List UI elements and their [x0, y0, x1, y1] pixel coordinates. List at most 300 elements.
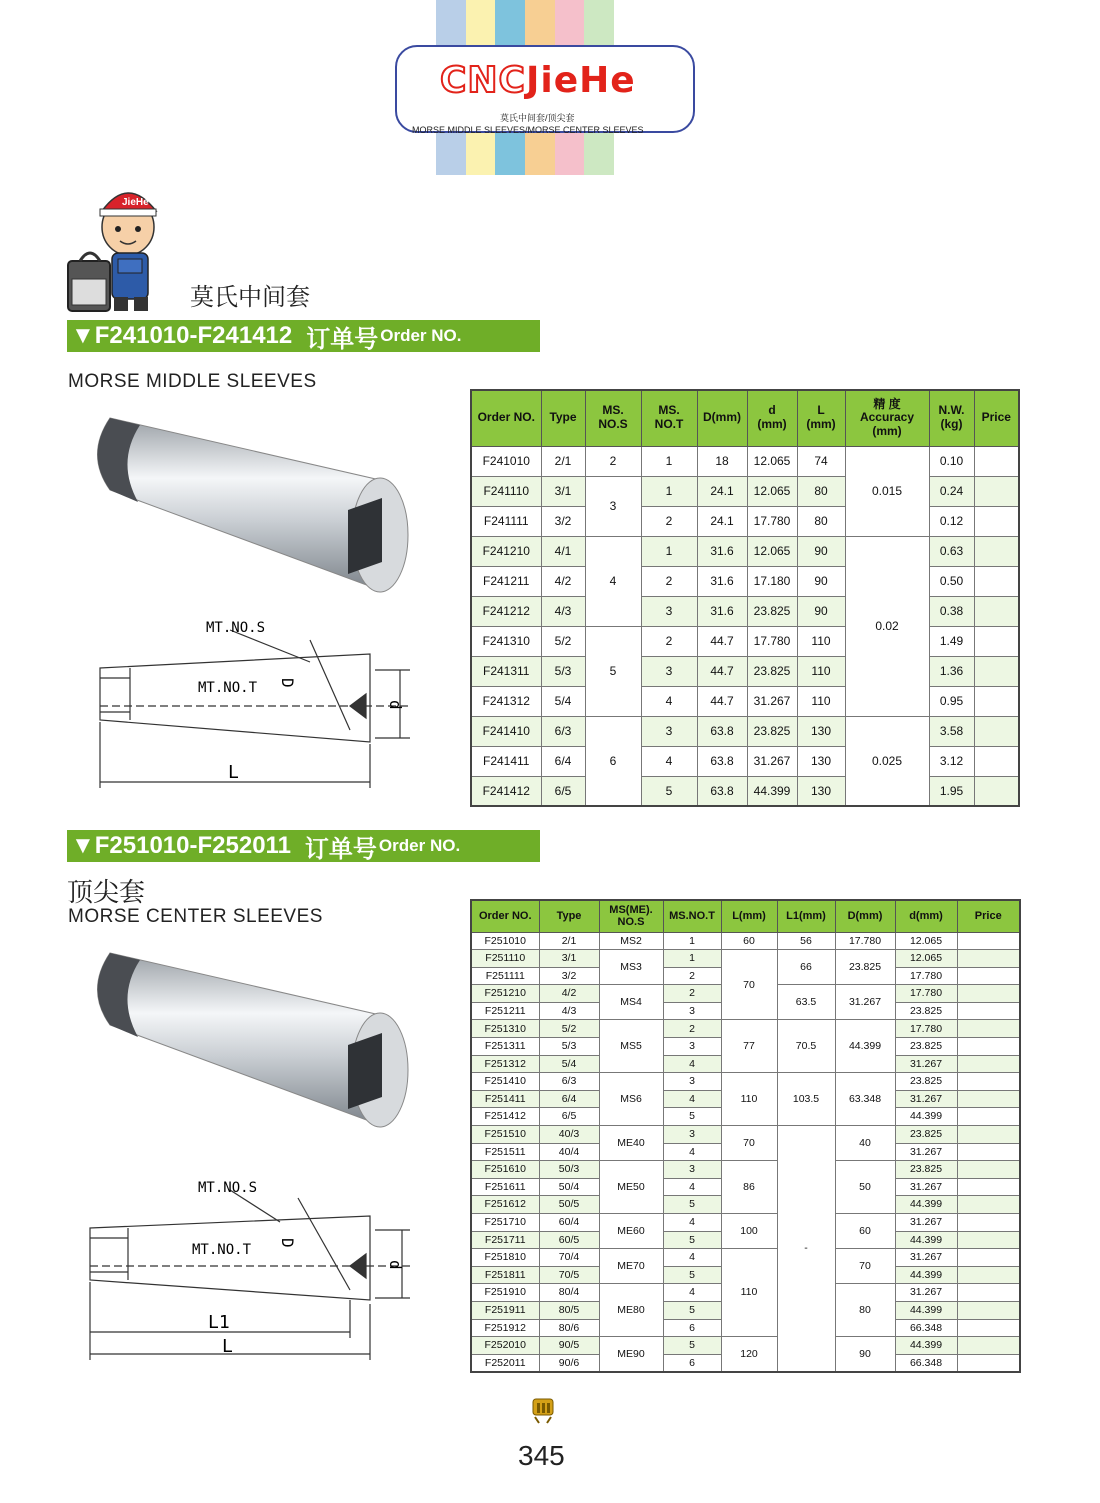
table-cell: 44.399	[895, 1231, 957, 1249]
table-cell	[957, 1266, 1020, 1284]
table-cell: 31.267	[895, 1178, 957, 1196]
table-cell: 3	[663, 1038, 721, 1056]
table-cell: 66.348	[895, 1354, 957, 1372]
table-cell: 5	[641, 776, 697, 806]
table-cell: 2	[641, 626, 697, 656]
table-cell	[974, 656, 1019, 686]
table-row	[471, 596, 1019, 626]
table-cell: 0.10	[929, 446, 974, 476]
table-cell: 12.065	[747, 446, 797, 476]
page-mascot-icon	[529, 1395, 557, 1425]
table-row	[471, 716, 1019, 746]
table-cell: 6	[663, 1319, 721, 1337]
table-cell	[957, 1214, 1020, 1232]
section1-order-cn: 订单号	[306, 324, 379, 353]
col-header: MS(ME). NO.S	[599, 900, 663, 932]
table-row	[471, 1161, 1020, 1179]
table-row	[471, 476, 1019, 506]
table-cell: 12.065	[747, 536, 797, 566]
table-cell: 90/5	[539, 1337, 599, 1355]
table-cell: 17.780	[895, 985, 957, 1003]
table-cell: 4	[641, 686, 697, 716]
table-cell: 60	[835, 1214, 895, 1249]
table-cell: 90	[797, 566, 845, 596]
section2-order-cn: 订单号	[304, 834, 377, 863]
table-cell: F241312	[471, 686, 541, 716]
center-sleeve-drawing	[70, 1170, 430, 1370]
table-cell: F251312	[471, 1055, 539, 1073]
table-cell	[957, 1354, 1020, 1372]
table-cell: 4	[641, 746, 697, 776]
table-cell: 80/4	[539, 1284, 599, 1302]
table-row	[471, 1214, 1020, 1232]
table-cell	[957, 1020, 1020, 1038]
table-cell: 5	[663, 1337, 721, 1355]
table-cell: 0.38	[929, 596, 974, 626]
table-cell: F241211	[471, 566, 541, 596]
table-cell: 31.267	[895, 1284, 957, 1302]
table-cell	[974, 776, 1019, 806]
table-cell: 3/1	[539, 950, 599, 968]
table-row	[471, 506, 1019, 536]
table-cell: 90/6	[539, 1354, 599, 1372]
table-cell: MS4	[599, 985, 663, 1020]
table-cell: 6/4	[539, 1090, 599, 1108]
table-cell	[974, 596, 1019, 626]
table-cell: 44.7	[697, 656, 747, 686]
table-cell: F251912	[471, 1319, 539, 1337]
table-cell	[957, 932, 1020, 950]
table-cell: F241310	[471, 626, 541, 656]
table-cell: F251911	[471, 1301, 539, 1319]
table-cell: 31.267	[895, 1214, 957, 1232]
table-cell: 0.015	[845, 446, 929, 536]
table-cell: 4/3	[539, 1002, 599, 1020]
table-cell: 130	[797, 716, 845, 746]
logo-brand-text: JieHe	[525, 60, 636, 101]
col-header: D(mm)	[697, 390, 747, 446]
table-cell: 4	[663, 1055, 721, 1073]
table-cell: 23.825	[895, 1038, 957, 1056]
table-cell	[957, 1073, 1020, 1091]
table-cell	[974, 746, 1019, 776]
table-cell: ME80	[599, 1284, 663, 1337]
table-cell: F251612	[471, 1196, 539, 1214]
table-cell: 4/3	[541, 596, 585, 626]
col-header: MS.NO.T	[663, 900, 721, 932]
section2-title-cn: 顶尖套	[67, 878, 146, 908]
table-cell: MS3	[599, 950, 663, 985]
table-row	[471, 536, 1019, 566]
table-row	[471, 932, 1020, 950]
table-row	[471, 776, 1019, 806]
table-cell: F251510	[471, 1126, 539, 1144]
col-header: Price	[957, 900, 1020, 932]
table-cell: 50/5	[539, 1196, 599, 1214]
drawing1-d: d	[386, 700, 405, 710]
table-cell: F251311	[471, 1038, 539, 1056]
table-row	[471, 686, 1019, 716]
table-row	[471, 746, 1019, 776]
table-cell: 63.8	[697, 716, 747, 746]
table-cell: 1	[663, 950, 721, 968]
table-cell	[957, 1301, 1020, 1319]
col-header: Order NO.	[471, 900, 539, 932]
table-cell: 23.825	[747, 596, 797, 626]
table-cell: F241311	[471, 656, 541, 686]
table-cell: ME60	[599, 1214, 663, 1249]
table-cell: F251010	[471, 932, 539, 950]
table-cell: 17.180	[747, 566, 797, 596]
table-cell: 40/3	[539, 1126, 599, 1144]
table-row	[471, 1249, 1020, 1267]
middle-sleeves-table	[470, 389, 1020, 807]
page-number: 345	[518, 1440, 565, 1471]
table-cell: 80/5	[539, 1301, 599, 1319]
table-cell: F252010	[471, 1337, 539, 1355]
table-cell: 4	[663, 1090, 721, 1108]
table-cell: 6/3	[539, 1073, 599, 1091]
table-cell: 130	[797, 746, 845, 776]
table-cell: 110	[721, 1249, 777, 1337]
table-cell: 1	[663, 932, 721, 950]
table-cell	[957, 1178, 1020, 1196]
table-cell: 5	[585, 626, 641, 716]
table-cell: 2	[663, 967, 721, 985]
col-header: MS. NO.S	[585, 390, 641, 446]
table-cell: 1.36	[929, 656, 974, 686]
table-cell: 4	[663, 1214, 721, 1232]
table-cell: 2	[663, 985, 721, 1003]
table-cell: 44.399	[835, 1020, 895, 1073]
table-cell: 63.348	[835, 1073, 895, 1126]
table-cell: 77	[721, 1020, 777, 1073]
table-cell: 4/1	[541, 536, 585, 566]
table-cell: 4	[663, 1284, 721, 1302]
table-cell: 3/1	[541, 476, 585, 506]
table-cell: 110	[797, 656, 845, 686]
table-cell: F251410	[471, 1073, 539, 1091]
table-cell: 6	[663, 1354, 721, 1372]
table-cell: 3	[663, 1002, 721, 1020]
table-cell: 44.7	[697, 626, 747, 656]
table-cell: 3	[585, 476, 641, 536]
table-cell: 23.825	[895, 1073, 957, 1091]
col-header: MS. NO.T	[641, 390, 697, 446]
table-cell: 31.6	[697, 596, 747, 626]
table-cell: 3	[641, 716, 697, 746]
table-cell: 3	[663, 1073, 721, 1091]
table-cell	[957, 1126, 1020, 1144]
table-cell: 12.065	[895, 950, 957, 968]
table-header-row	[471, 900, 1020, 932]
table-cell	[974, 626, 1019, 656]
drawing1-mt-not: MT.NO.T	[198, 680, 258, 696]
table-cell: 120	[721, 1337, 777, 1372]
table-cell: 12.065	[895, 932, 957, 950]
table-cell: F251610	[471, 1161, 539, 1179]
table-cell: 6/5	[541, 776, 585, 806]
table-cell	[974, 686, 1019, 716]
logo-cnc-text: CNC	[440, 60, 526, 101]
table-cell: 31.6	[697, 536, 747, 566]
table-cell: 31.267	[747, 686, 797, 716]
table-cell	[957, 1002, 1020, 1020]
table-cell: 80	[835, 1284, 895, 1337]
table-cell: 5	[663, 1266, 721, 1284]
drawing2-mt-not: MT.NO.T	[192, 1242, 252, 1258]
table-cell: 31.267	[747, 746, 797, 776]
middle-sleeve-drawing	[70, 610, 430, 810]
table-cell: 60/4	[539, 1214, 599, 1232]
col-header: d(mm)	[895, 900, 957, 932]
table-cell	[957, 950, 1020, 968]
table-cell: 70/5	[539, 1266, 599, 1284]
table-cell: 4	[585, 536, 641, 626]
table-cell: F251710	[471, 1214, 539, 1232]
table-cell: 31.267	[895, 1249, 957, 1267]
table-cell: 17.780	[895, 1020, 957, 1038]
table-cell: 3	[663, 1126, 721, 1144]
table-cell: F251711	[471, 1231, 539, 1249]
table-cell: 0.50	[929, 566, 974, 596]
table-cell	[957, 1038, 1020, 1056]
table-cell	[957, 1337, 1020, 1355]
middle-sleeve-photo	[80, 410, 420, 610]
table-cell: F251511	[471, 1143, 539, 1161]
table-cell: 90	[835, 1337, 895, 1372]
table-cell: 70	[835, 1249, 895, 1284]
drawing1-mt-nos: MT.NO.S	[206, 620, 266, 636]
table-cell: 31.6	[697, 566, 747, 596]
table-cell: -	[777, 1126, 835, 1372]
table-cell	[974, 716, 1019, 746]
table-cell: 5/4	[541, 686, 585, 716]
table-cell: 110	[797, 686, 845, 716]
table-cell: 1.49	[929, 626, 974, 656]
table-row	[471, 950, 1020, 968]
table-cell: 2/1	[541, 446, 585, 476]
table-cell: 5	[663, 1231, 721, 1249]
table-cell: 5/4	[539, 1055, 599, 1073]
table-cell: 0.02	[845, 536, 929, 716]
col-header: Order NO.	[471, 390, 541, 446]
table-cell: 24.1	[697, 506, 747, 536]
table-cell	[957, 1231, 1020, 1249]
section2-title-en: MORSE CENTER SLEEVES	[68, 906, 323, 927]
table-cell: 17.780	[835, 932, 895, 950]
table-cell: 110	[721, 1073, 777, 1126]
table-cell: 3/2	[541, 506, 585, 536]
table-cell	[957, 1161, 1020, 1179]
center-sleeve-photo	[80, 945, 420, 1145]
table-cell: 4	[663, 1249, 721, 1267]
table-cell: ME90	[599, 1337, 663, 1372]
table-cell: 3	[663, 1161, 721, 1179]
table-cell: F251811	[471, 1266, 539, 1284]
table-cell: 44.7	[697, 686, 747, 716]
mascot-cap-text: JieHe	[122, 197, 149, 208]
table-cell: 5/3	[541, 656, 585, 686]
table-cell: 31.267	[835, 985, 895, 1020]
table-cell: 40	[835, 1126, 895, 1161]
table-cell: 1	[641, 476, 697, 506]
table-cell: ME40	[599, 1126, 663, 1161]
table-cell: 70.5	[777, 1020, 835, 1073]
table-cell: 80	[797, 476, 845, 506]
section2-order-code: ▼F251010-F252011	[71, 832, 291, 859]
table-cell: 66.348	[895, 1319, 957, 1337]
table-cell: 23.825	[835, 950, 895, 985]
col-header: 精 度 Accuracy (mm)	[845, 390, 929, 446]
table-cell: 23.825	[747, 656, 797, 686]
table-cell: MS6	[599, 1073, 663, 1126]
table-cell: F241111	[471, 506, 541, 536]
table-cell: 31.267	[895, 1090, 957, 1108]
table-cell: 3	[641, 656, 697, 686]
table-cell: 0.63	[929, 536, 974, 566]
table-cell: 23.825	[747, 716, 797, 746]
table-cell: F251611	[471, 1178, 539, 1196]
table-cell: 31.267	[895, 1143, 957, 1161]
table-cell: 23.825	[895, 1002, 957, 1020]
table-row	[471, 1337, 1020, 1355]
table-cell: 66	[777, 950, 835, 985]
table-header-row	[471, 390, 1019, 446]
table-cell	[957, 1249, 1020, 1267]
table-cell: 12.065	[747, 476, 797, 506]
col-header: Type	[539, 900, 599, 932]
table-cell: 90	[797, 536, 845, 566]
table-cell: 23.825	[895, 1161, 957, 1179]
table-cell: 50/4	[539, 1178, 599, 1196]
table-cell	[974, 476, 1019, 506]
table-cell: F241410	[471, 716, 541, 746]
drawing2-L: L	[222, 1336, 233, 1357]
table-cell: F241212	[471, 596, 541, 626]
table-cell: 4/2	[541, 566, 585, 596]
table-cell: 50/3	[539, 1161, 599, 1179]
drawing2-D: D	[278, 1238, 297, 1248]
table-cell: 18	[697, 446, 747, 476]
table-cell: 6/4	[541, 746, 585, 776]
table-cell: 24.1	[697, 476, 747, 506]
table-cell: 6/5	[539, 1108, 599, 1126]
table-cell: 63.8	[697, 746, 747, 776]
table-cell: 40/4	[539, 1143, 599, 1161]
table-cell: 5/2	[539, 1020, 599, 1038]
table-cell: 6	[585, 716, 641, 806]
table-cell: MS5	[599, 1020, 663, 1073]
table-cell: 5/3	[539, 1038, 599, 1056]
drawing1-D: D	[278, 678, 297, 688]
table-cell: 23.825	[895, 1126, 957, 1144]
table-cell	[957, 1090, 1020, 1108]
col-header: L1(mm)	[777, 900, 835, 932]
table-cell: MS2	[599, 932, 663, 950]
table-cell: 86	[721, 1161, 777, 1214]
table-cell: F251310	[471, 1020, 539, 1038]
table-cell: 50	[835, 1161, 895, 1214]
table-cell: 70	[721, 1126, 777, 1161]
table-cell: 2	[585, 446, 641, 476]
table-cell: 6/3	[541, 716, 585, 746]
table-cell: F251810	[471, 1249, 539, 1267]
header-subtitle-en: MORSE MIDDLE SLEEVES/MORSE CENTER SLEEVES	[412, 125, 644, 135]
table-cell: 63.5	[777, 985, 835, 1020]
table-cell: 0.24	[929, 476, 974, 506]
table-cell: F241010	[471, 446, 541, 476]
table-cell: 100	[721, 1214, 777, 1249]
table-cell: 5	[663, 1196, 721, 1214]
drawing2-mt-nos: MT.NO.S	[198, 1180, 258, 1196]
table-cell: 2	[641, 506, 697, 536]
section2-order-bar	[67, 830, 540, 862]
table-cell	[957, 985, 1020, 1003]
table-row	[471, 656, 1019, 686]
table-cell: 80	[797, 506, 845, 536]
section1-title-en: MORSE MIDDLE SLEEVES	[68, 371, 317, 392]
table-cell: 17.780	[895, 967, 957, 985]
drawing2-d: d	[386, 1260, 405, 1270]
table-cell: F251412	[471, 1108, 539, 1126]
section1-order-code: ▼F241010-F241412	[71, 322, 293, 349]
table-cell: 44.399	[895, 1301, 957, 1319]
table-cell: 1	[641, 536, 697, 566]
table-cell: F251411	[471, 1090, 539, 1108]
table-cell: 31.267	[895, 1055, 957, 1073]
table-cell: ME50	[599, 1161, 663, 1214]
table-cell: F251110	[471, 950, 539, 968]
col-header: Type	[541, 390, 585, 446]
table-cell: 0.95	[929, 686, 974, 716]
table-cell: 60/5	[539, 1231, 599, 1249]
table-cell: 80/6	[539, 1319, 599, 1337]
table-cell: 44.399	[895, 1266, 957, 1284]
col-header: L (mm)	[797, 390, 845, 446]
table-cell	[957, 1284, 1020, 1302]
section1-order-en: Order NO.	[380, 326, 462, 345]
table-cell: 3/2	[539, 967, 599, 985]
table-cell: 130	[797, 776, 845, 806]
drawing2-L1: L1	[208, 1312, 230, 1333]
table-cell: F251211	[471, 1002, 539, 1020]
table-cell	[957, 1143, 1020, 1161]
center-sleeves-table	[470, 899, 1021, 1373]
table-cell: 103.5	[777, 1073, 835, 1126]
table-cell	[974, 506, 1019, 536]
table-cell: 0.12	[929, 506, 974, 536]
table-cell: 1	[641, 446, 697, 476]
table-cell: 5/2	[541, 626, 585, 656]
table-row	[471, 1073, 1020, 1091]
table-cell: 17.780	[747, 626, 797, 656]
table-cell: F241411	[471, 746, 541, 776]
section1-title-cn: 莫氏中间套	[190, 283, 310, 311]
col-header: L(mm)	[721, 900, 777, 932]
table-cell	[957, 1055, 1020, 1073]
table-cell: 17.780	[747, 506, 797, 536]
table-cell: 4/2	[539, 985, 599, 1003]
table-cell: F252011	[471, 1354, 539, 1372]
table-cell: 70/4	[539, 1249, 599, 1267]
table-cell: 44.399	[747, 776, 797, 806]
col-header: D(mm)	[835, 900, 895, 932]
col-header: d (mm)	[747, 390, 797, 446]
table-cell: 3	[641, 596, 697, 626]
table-cell: F251111	[471, 967, 539, 985]
table-cell: F251210	[471, 985, 539, 1003]
